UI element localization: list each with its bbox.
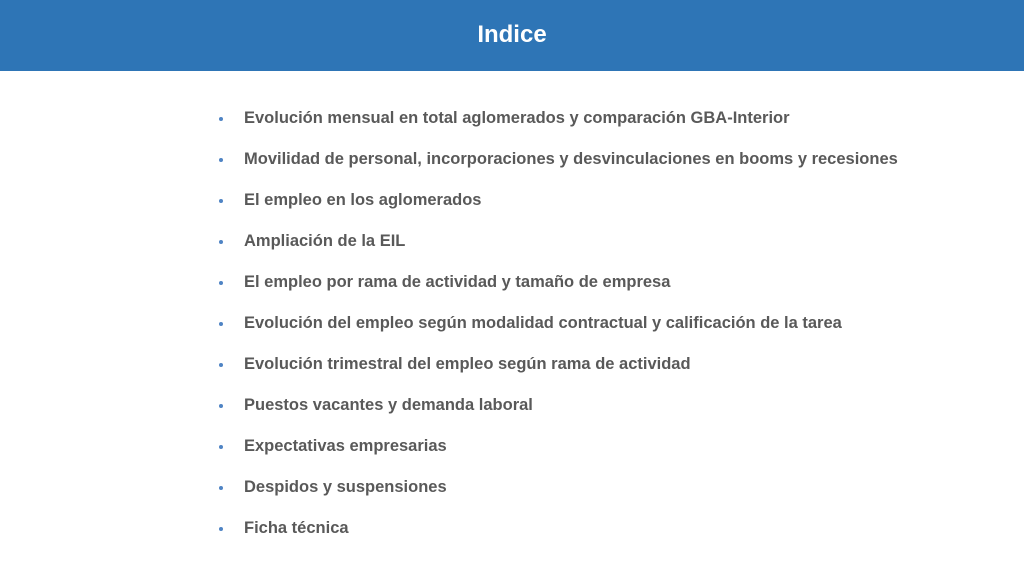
list-item-label: Evolución del empleo según modalidad contractual y calificación de la tarea [244, 314, 842, 332]
list-item-label: Ficha técnica [244, 519, 349, 537]
list-item [0, 262, 1024, 303]
bullet-icon [219, 281, 223, 285]
page-title: Indice [477, 20, 547, 48]
list-item-label: Despidos y suspensiones [244, 478, 447, 496]
bullet-icon [219, 445, 223, 449]
bullet-icon [219, 404, 223, 408]
list-item-label: Ampliación de la EIL [244, 232, 406, 250]
list-item-label: Puestos vacantes y demanda laboral [244, 396, 533, 414]
bullet-icon [219, 158, 223, 162]
bullet-icon [219, 527, 223, 531]
list-item [0, 426, 1024, 467]
list-item-label: Expectativas empresarias [244, 437, 447, 455]
list-item-label: Movilidad de personal, incorporaciones y desvinculaciones en booms y recesiones [244, 150, 898, 168]
list-item [0, 139, 1024, 180]
list-item [0, 303, 1024, 344]
list-item [0, 467, 1024, 508]
list-item-label: Evolución trimestral del empleo según rama de actividad [244, 355, 691, 373]
list-item [0, 98, 1024, 139]
list-item [0, 385, 1024, 426]
bullet-icon [219, 363, 223, 367]
list-item [0, 180, 1024, 221]
list-item [0, 508, 1024, 549]
list-item [0, 344, 1024, 385]
bullet-icon [219, 117, 223, 121]
index-list [0, 98, 1024, 549]
bullet-icon [219, 199, 223, 203]
list-item [0, 221, 1024, 262]
title-bar [0, 0, 1024, 71]
list-item-label: El empleo por rama de actividad y tamaño de empresa [244, 273, 671, 291]
list-item-label: Evolución mensual en total aglomerados y comparación GBA-Interior [244, 109, 790, 127]
bullet-icon [219, 486, 223, 490]
bullet-icon [219, 322, 223, 326]
list-item-label: El empleo en los aglomerados [244, 191, 482, 209]
bullet-icon [219, 240, 223, 244]
